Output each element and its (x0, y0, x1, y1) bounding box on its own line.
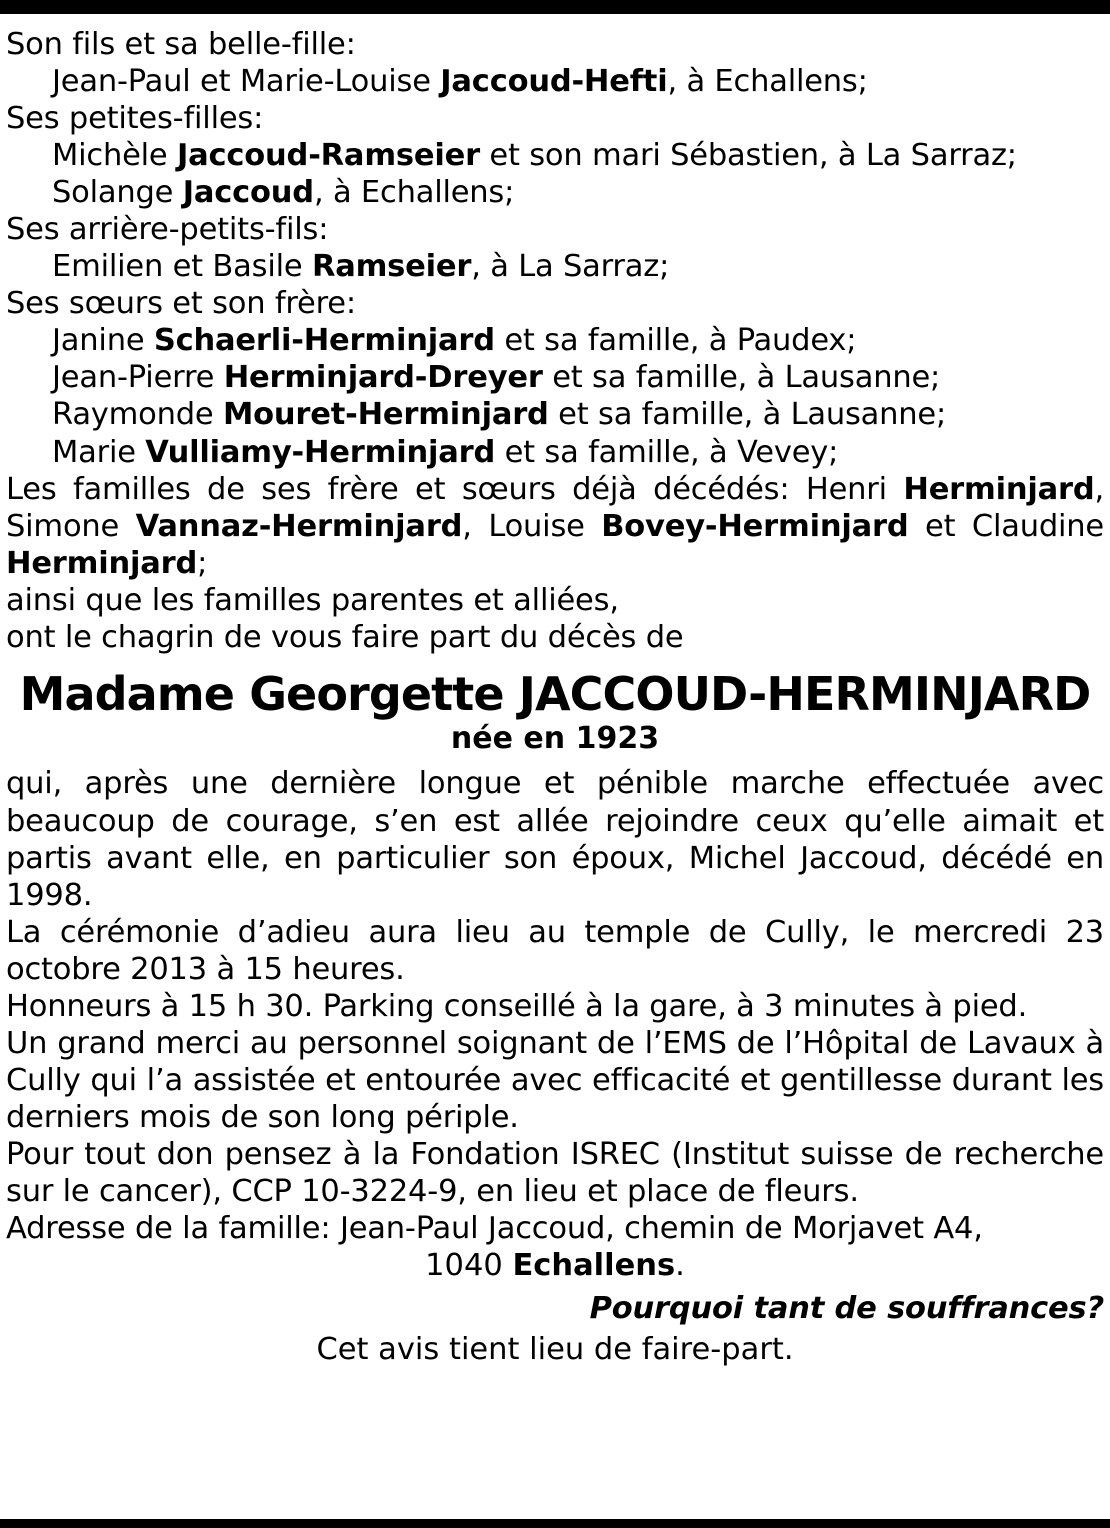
entry-name: Herminjard-Dreyer (223, 360, 543, 396)
eulogy-paragraph: qui, après une dernière longue et pénible marche effectuée avec beaucoup de courage, s’en est allée rejoindre ceux qu’elle aimait et partis avant elle, en particulier son époux, Michel Jaccoud, décédé en 1998. (6, 766, 1104, 913)
entry-name: Schaerli-Herminjard (153, 323, 495, 359)
entry-suffix: et son mari Sébastien, à La Sarraz; (479, 138, 1017, 174)
survivor-group-heading: Ses sœurs et son frère: (6, 286, 356, 322)
donation-paragraph: Pour tout don pensez à la Fondation ISREC (Institut suisse de recherche sur le cancer), CCP 10-3224-9, en lieu et place de fleurs. (6, 1136, 1104, 1209)
ceremony-paragraph: La cérémonie d’adieu aura lieu au temple de Cully, le mercredi 23 octobre 2013 à 15 heures. (6, 914, 1104, 987)
family-address-line2 (6, 1247, 1104, 1284)
survivor-entry (6, 434, 1104, 471)
dr-part4: et Claudine (908, 508, 1104, 544)
entry-prefix: Michèle (52, 138, 177, 174)
entry-name: Jaccoud (182, 175, 314, 211)
quote-text: Pourquoi tant de souffrances? (589, 1291, 1104, 1327)
thanks-paragraph: Un grand merci au personnel soignant de l’EMS de l’Hôpital de Lavaux à Cully qui l’a assistée et entourée avec efficacité et gentillesse durant les derniers mois de son long périple. (6, 1025, 1104, 1135)
dr-name4: Herminjard (6, 545, 198, 581)
entry-prefix: Marie (52, 434, 146, 470)
entry-name: Jaccoud-Ramseier (177, 138, 480, 174)
honours-paragraph: Honneurs à 15 h 30. Parking conseillé à la gare, à 3 minutes à pied. (6, 988, 1028, 1024)
entry-prefix: Emilien et Basile (52, 249, 312, 285)
survivor-group-heading: Son fils et sa belle-fille: (6, 27, 356, 62)
entry-prefix: Jean-Paul et Marie-Louise (52, 64, 441, 100)
notice-body (0, 14, 1110, 1402)
dr-name3: Bovey-Herminjard (601, 508, 909, 544)
entry-name: Ramseier (311, 249, 472, 285)
entry-suffix: , à Echallens; (313, 175, 515, 211)
entry-prefix: Jean-Pierre (52, 360, 224, 396)
deceased-name: Madame Georgette JACCOUD-HERMINJARD (19, 666, 1091, 721)
locality: Echallens (512, 1248, 676, 1284)
dr-name1: Herminjard (903, 471, 1095, 507)
entry-suffix: et sa famille, à Lausanne; (548, 397, 947, 433)
bottom-rule (0, 1519, 1110, 1528)
postal-code: 1040 (425, 1248, 513, 1284)
entry-name: Jaccoud-Hefti (440, 64, 668, 100)
survivor-entry (6, 248, 1104, 285)
survivor-group-heading: Ses petites-filles: (6, 101, 264, 137)
allied-families-line: ainsi que les familles parentes et alliées, (6, 582, 619, 618)
entry-suffix: , à Echallens; (667, 64, 868, 100)
entry-suffix: et sa famille, à Lausanne; (542, 360, 941, 396)
entry-suffix: et sa famille, à Paudex; (494, 323, 857, 359)
survivor-entry (6, 359, 1104, 396)
announcement-line: ont le chagrin de vous faire part du décès de (6, 619, 684, 655)
birth-year: née en 1923 (450, 721, 660, 757)
dr-part3: , Louise (462, 508, 602, 544)
entry-suffix: et sa famille, à Vevey; (495, 434, 839, 470)
survivor-entry (6, 396, 1104, 433)
survivor-entry (6, 63, 1104, 100)
survivor-group-heading: Ses arrière-petits-fils: (6, 212, 329, 248)
top-rule (0, 0, 1110, 14)
address-period: . (675, 1248, 685, 1284)
closing-note: Cet avis tient lieu de faire-part. (316, 1332, 794, 1368)
dr-part1: Les familles de ses frère et sœurs déjà décédés: Henri (6, 471, 904, 507)
deceased-relatives-families (6, 471, 1104, 582)
family-address-line1: Adresse de la famille: Jean-Paul Jaccoud, chemin de Morjavet A4, (6, 1211, 983, 1247)
dr-part2: , Simone (6, 471, 1104, 544)
entry-prefix: Solange (52, 175, 183, 211)
dr-part5: ; (197, 545, 208, 581)
entry-prefix: Janine (52, 323, 154, 359)
entry-name: Mouret-Herminjard (222, 397, 549, 433)
entry-suffix: , à La Sarraz; (471, 249, 670, 285)
dr-name2: Vannaz-Herminjard (135, 508, 463, 544)
survivor-entry (6, 174, 1104, 211)
survivor-entry (6, 322, 1104, 359)
entry-name: Vulliamy-Herminjard (145, 434, 496, 470)
survivor-entry (6, 137, 1104, 174)
entry-prefix: Raymonde (52, 397, 223, 433)
